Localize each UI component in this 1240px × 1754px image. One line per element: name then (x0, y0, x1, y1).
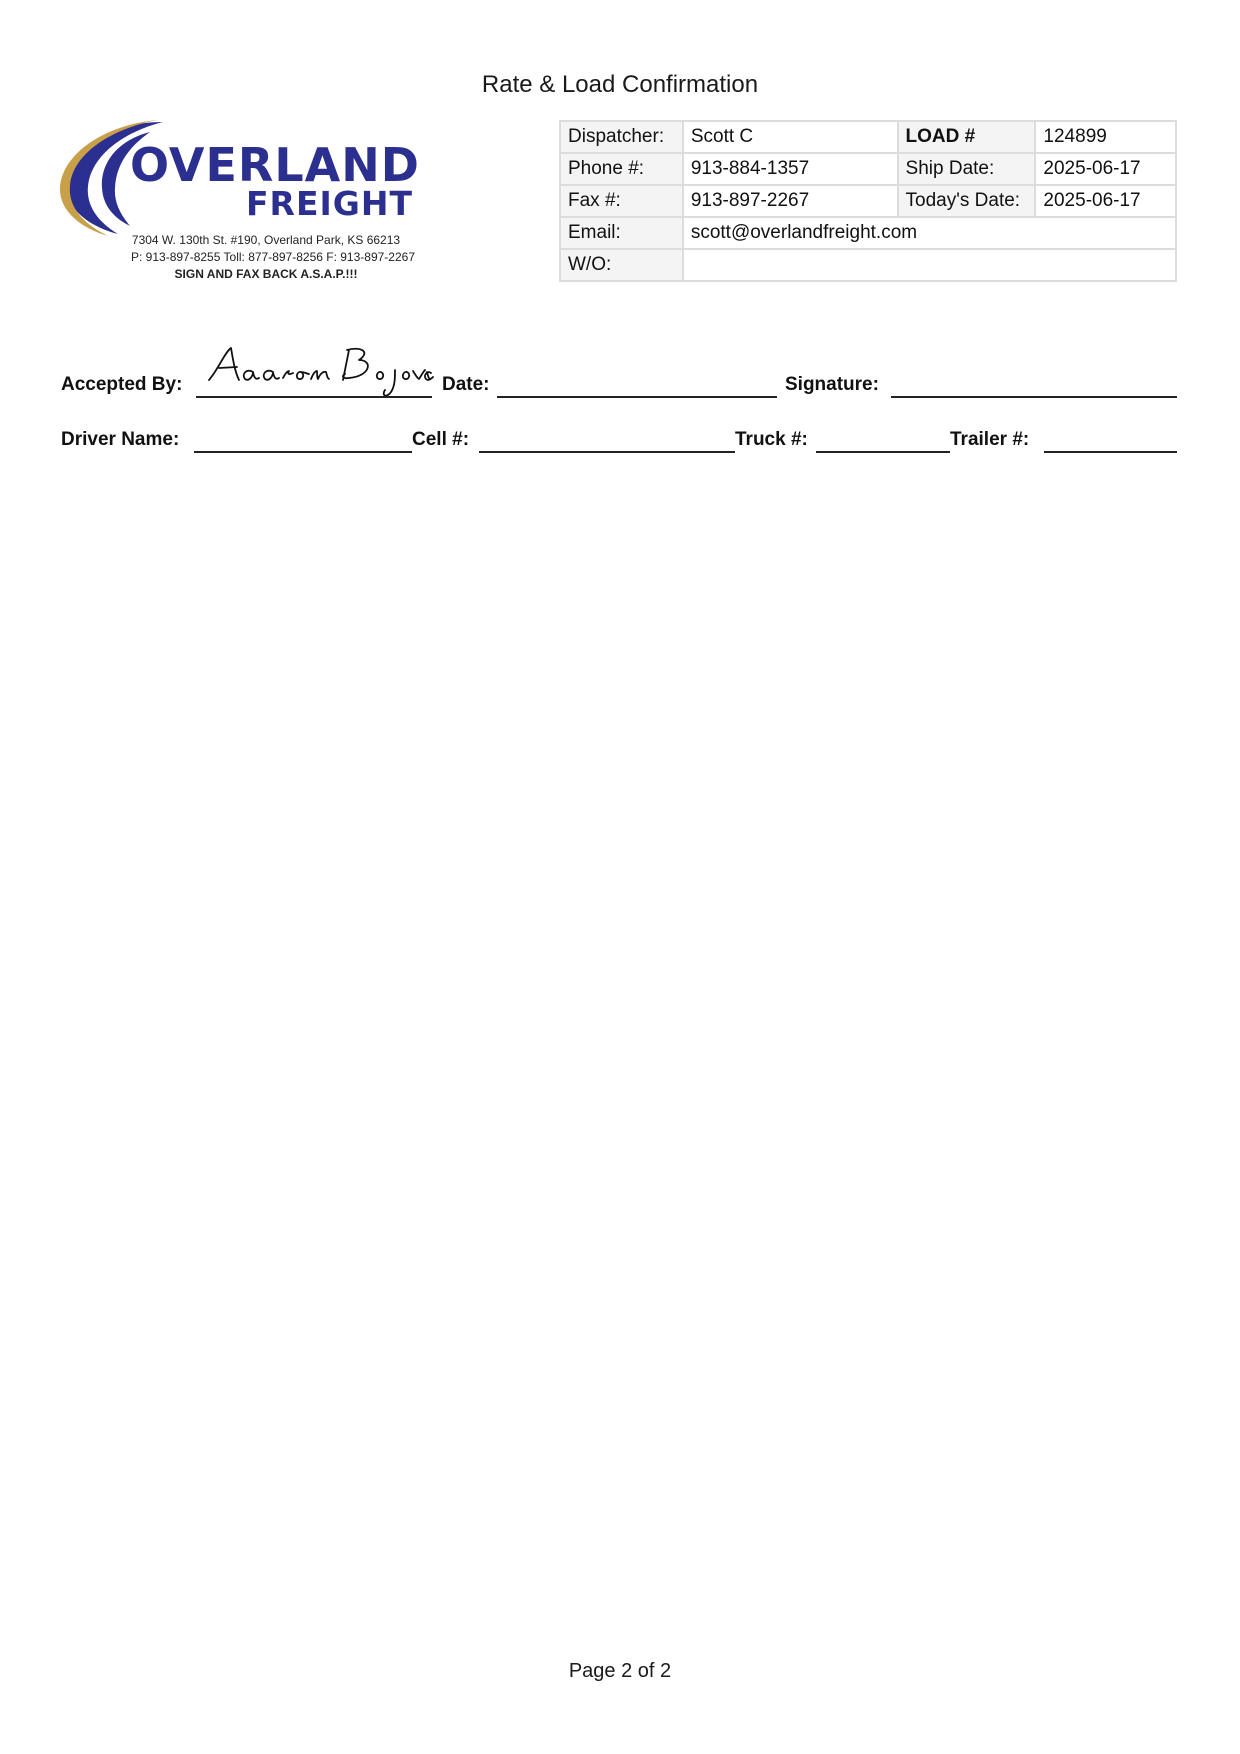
date-label: Date: (442, 374, 490, 395)
ship-date-value: 2025-06-17 (1035, 153, 1176, 185)
wo-label: W/O: (560, 249, 683, 281)
todays-date-label: Today's Date: (898, 185, 1036, 217)
table-row (560, 185, 1176, 217)
accepted-by-line (196, 396, 432, 398)
load-number-value: 124899 (1035, 121, 1176, 153)
trailer-label: Trailer #: (950, 429, 1030, 450)
cell-line[interactable] (479, 451, 735, 453)
ship-date-label: Ship Date: (898, 153, 1036, 185)
driver-row (61, 421, 1177, 457)
email-value: scott@overlandfreight.com (683, 217, 1176, 249)
company-phones: P: 913-897-8255 Toll: 877-897-8256 F: 913-897-2267 (131, 250, 415, 264)
table-row (560, 153, 1176, 185)
handwritten-signature (201, 338, 437, 400)
dispatch-info-table (559, 120, 1177, 282)
company-address: 7304 W. 130th St. #190, Overland Park, KS 66213 (131, 233, 401, 247)
driver-name-label: Driver Name: (61, 429, 180, 450)
signature-line[interactable] (891, 396, 1177, 398)
phone-label: Phone #: (560, 153, 683, 185)
table-row (560, 121, 1176, 153)
logo-wordmark-overland: OVERLAND (130, 138, 420, 192)
truck-label: Truck #: (735, 429, 808, 450)
dispatcher-value: Scott C (683, 121, 898, 153)
accepted-by-label: Accepted By: (61, 374, 183, 395)
load-number-label: LOAD # (898, 121, 1036, 153)
table-row (560, 249, 1176, 281)
fax-value: 913-897-2267 (683, 185, 898, 217)
date-line[interactable] (497, 396, 777, 398)
fax-label: Fax #: (560, 185, 683, 217)
document-title: Rate & Load Confirmation (481, 71, 759, 98)
company-logo (58, 118, 458, 288)
dispatcher-label: Dispatcher: (560, 121, 683, 153)
acceptance-row (61, 366, 1177, 402)
trailer-line[interactable] (1044, 451, 1177, 453)
phone-value: 913-884-1357 (683, 153, 898, 185)
logo-wordmark-freight: FREIGHT (246, 184, 413, 223)
todays-date-value: 2025-06-17 (1035, 185, 1176, 217)
truck-line[interactable] (816, 451, 950, 453)
signature-label: Signature: (785, 374, 879, 395)
email-label: Email: (560, 217, 683, 249)
driver-name-line[interactable] (194, 451, 412, 453)
cell-label: Cell #: (412, 429, 470, 450)
wo-value (683, 249, 1176, 281)
table-row (560, 217, 1176, 249)
page-number: Page 2 of 2 (568, 1660, 672, 1682)
fax-back-instruction: SIGN AND FAX BACK A.S.A.P.!!! (174, 267, 358, 281)
